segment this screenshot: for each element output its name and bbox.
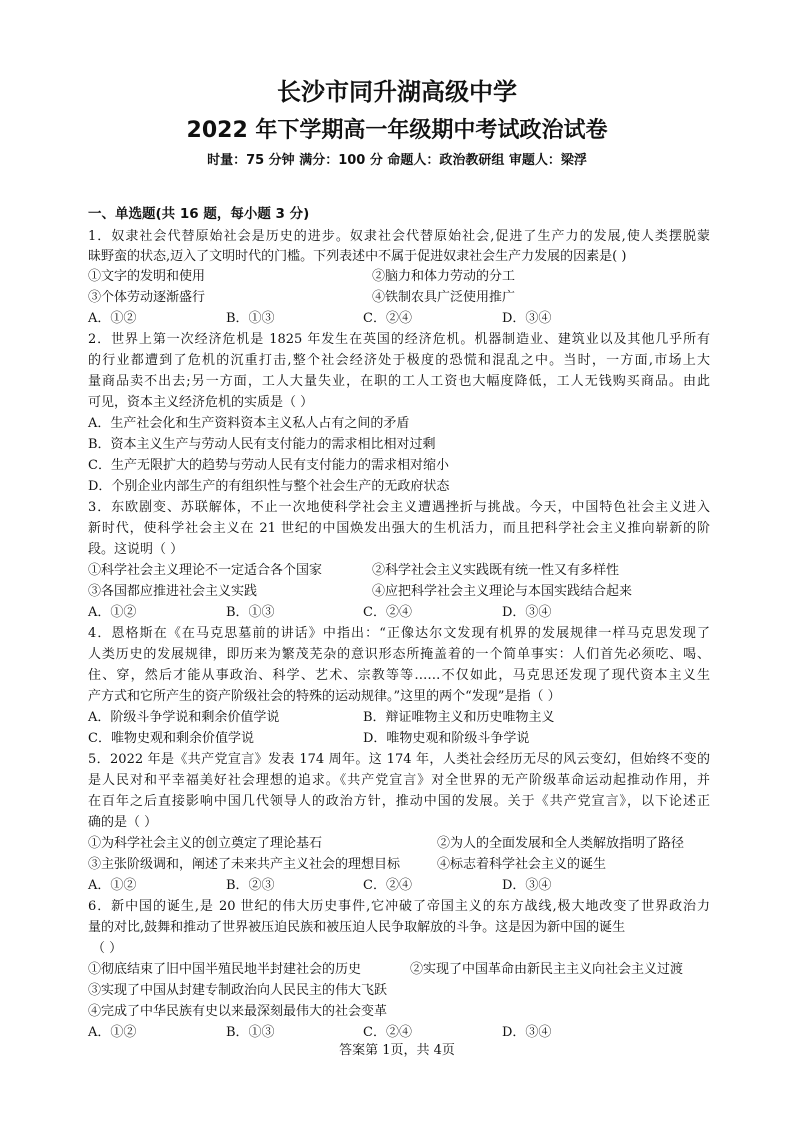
question-1-choice: C．②④ [363, 311, 412, 326]
question-4-stem-line: 产方式和它所产生的资产阶级社会的特殊的运动规律。”这里的两个“发现”是指（ ） [88, 689, 561, 704]
question-3-choice: D．③④ [502, 605, 552, 620]
question-6-statement: ③实现了中国从封建专制政治向人民民主的伟大飞跃 [88, 983, 388, 998]
question-5-choice: B．②③ [226, 878, 275, 893]
question-5-stem-line: 确的是（ ） [88, 815, 158, 830]
question-3-statement: ①科学社会主义理论不一定适合各个国家 [88, 563, 323, 578]
question-5-stem-line: 在百年之后直接影响中国几代领导人的政治方针，推动中国的发展。关于《共产党宣言》，以下论述正 [88, 794, 710, 809]
question-5-statement: ④标志着科学社会主义的诞生 [437, 857, 607, 872]
question-1-statement: ②脑力和体力劳动的分工 [372, 269, 516, 284]
question-1-statement: ④铁制农具广泛使用推广 [372, 290, 516, 305]
question-4-stem-line: 人类历史的发展规律，即历来为繁茂芜杂的意识形态所掩盖着的一个简单事实：人们首先必须吃、喝、 [88, 647, 710, 662]
question-2-choice: B．资本主义生产与劳动人民有支付能力的需求相比相对过剩 [88, 437, 436, 452]
question-6-choice: D．③④ [502, 1025, 552, 1040]
question-6-choice: C．②④ [363, 1025, 412, 1040]
question-6-statement: ④完成了中华民族有史以来最深刻最伟大的社会变革 [88, 1004, 388, 1019]
question-6-stem-line: （ ） [92, 941, 123, 956]
question-4-stem-line: 4．恩格斯在《在马克思墓前的讲话》中指出：“正像达尔文发现有机界的发展规律一样马克思发现了 [88, 626, 710, 641]
question-2-choice: C．生产无限扩大的趋势与劳动人民有支付能力的需求相对缩小 [88, 458, 449, 473]
question-1-stem-line: 昧野蛮的状态,迈入了文明时代的门槛。下列表述中不属于促进奴隶社会生产力发展的因素是( ) [88, 249, 627, 264]
question-5-statement: ③主张阶级调和，阐述了未来共产主义社会的理想目标 [88, 857, 401, 872]
question-2-choice: D．个别企业内部生产的有组织性与整个社会生产的无政府状态 [88, 479, 450, 494]
question-4-choice: B．辩证唯物主义和历史唯物主义 [363, 710, 555, 725]
question-6-choice: B．①③ [226, 1025, 275, 1040]
question-1-statement: ①文字的发明和使用 [88, 269, 206, 284]
school-name: 长沙市同升湖高级中学 [277, 78, 517, 106]
question-1-choice: A．①② [88, 311, 137, 326]
question-1-statement: ③个体劳动逐渐盛行 [88, 290, 206, 305]
page-footer: 答案第 1页，共 4页 [339, 1043, 455, 1058]
question-4-choice: A．阶级斗争学说和剩余价值学说 [88, 710, 280, 725]
question-5-choice: D．③④ [502, 878, 552, 893]
question-4-choice: C．唯物史观和剩余价值学说 [88, 731, 254, 746]
exam-title: 2022 年下学期高一年级期中考试政治试卷 [186, 118, 608, 143]
question-2-stem-line: 2．世界上第一次经济危机是 1825 年发生在英国的经济危机。机器制造业、建筑业以及其他几乎所有 [88, 332, 710, 347]
question-3-stem-line: 新时代，使科学社会主义在 21 世纪的中国焕发出强大的生机活力，而且把科学社会主义推向崭新的阶 [88, 521, 710, 536]
question-1-choice: D．③④ [502, 311, 552, 326]
question-5-stem-line: 是人民对和平幸福美好社会理想的追求。《共产党宣言》对全世界的无产阶级革命运动起推动作用，并 [88, 773, 710, 788]
question-5-stem-line: 5．2022 年是《共产党宣言》发表 174 周年。这 174 年，人类社会经历无尽的风云变幻，但始终不变的 [88, 752, 710, 767]
question-6-stem-line: 6．新中国的诞生,是 20 世纪的伟大历史事件,它冲破了帝国主义的东方战线,极大地改变了世界政治力 [88, 899, 710, 914]
question-3-stem-line: 3．东欧剧变、苏联解体，不止一次地使科学社会主义遭遇挫折与挑战。今天，中国特色社会主义进入 [88, 500, 710, 515]
question-5-choice: C．②④ [363, 878, 412, 893]
question-3-statement: ②科学社会主义实践既有统一性又有多样性 [372, 563, 620, 578]
exam-info-line: 时量：75 分钟 满分：100 分 命题人：政治教研组 审题人：梁浮 [207, 153, 587, 168]
question-3-choice: A．①② [88, 605, 137, 620]
question-1-choice: B．①③ [226, 311, 275, 326]
question-3-stem-line: 段。这说明（ ） [88, 542, 184, 557]
question-4-stem-line: 住、穿，然后才能从事政治、科学、艺术、宗教等等……不仅如此，马克思还发现了现代资本主义生 [88, 668, 710, 683]
section-heading: 一、单选题(共 16 题，每小题 3 分) [88, 206, 310, 222]
question-3-choice: B．①③ [226, 605, 275, 620]
question-3-statement: ③各国都应推进社会主义实践 [88, 584, 258, 599]
question-6-statement: ①彻底结束了旧中国半殖民地半封建社会的历史 [88, 962, 362, 977]
question-3-choice: C．②④ [363, 605, 412, 620]
question-2-stem-line: 量商品卖不出去;另一方面，工人大量失业，在职的工人工资也大幅度降低，工人无钱购买商品。由此 [88, 374, 710, 389]
question-2-stem-line: 的行业都遭到了危机的沉重打击,整个社会经济处于极度的恐慌和混乱之中。当时，一方面,市场上大 [88, 353, 710, 368]
question-3-statement: ④应把科学社会主义理论与本国实践结合起来 [372, 584, 633, 599]
question-6-choice: A．①② [88, 1025, 137, 1040]
question-5-choice: A．①② [88, 878, 137, 893]
question-1-stem-line: 1．奴隶社会代替原始社会是历史的进步。奴隶社会代替原始社会,促进了生产力的发展,使人类摆脱蒙 [88, 229, 710, 244]
question-2-choice: A．生产社会化和生产资料资本主义私人占有之间的矛盾 [88, 416, 410, 431]
question-5-statement: ②为人的全面发展和全人类解放指明了路径 [437, 836, 685, 851]
question-2-stem-line: 可见，资本主义经济危机的实质是（ ） [88, 395, 314, 410]
question-5-statement: ①为科学社会主义的创立奠定了理论基石 [88, 836, 323, 851]
question-6-statement: ②实现了中国革命由新民主主义向社会主义过渡 [410, 962, 684, 977]
question-6-stem-line: 量的对比,鼓舞和推动了世界被压迫民族和被压迫人民争取解放的斗争。这是因为新中国的诞生 [88, 920, 626, 935]
question-4-choice: D．唯物史观和阶级斗争学说 [363, 731, 530, 746]
